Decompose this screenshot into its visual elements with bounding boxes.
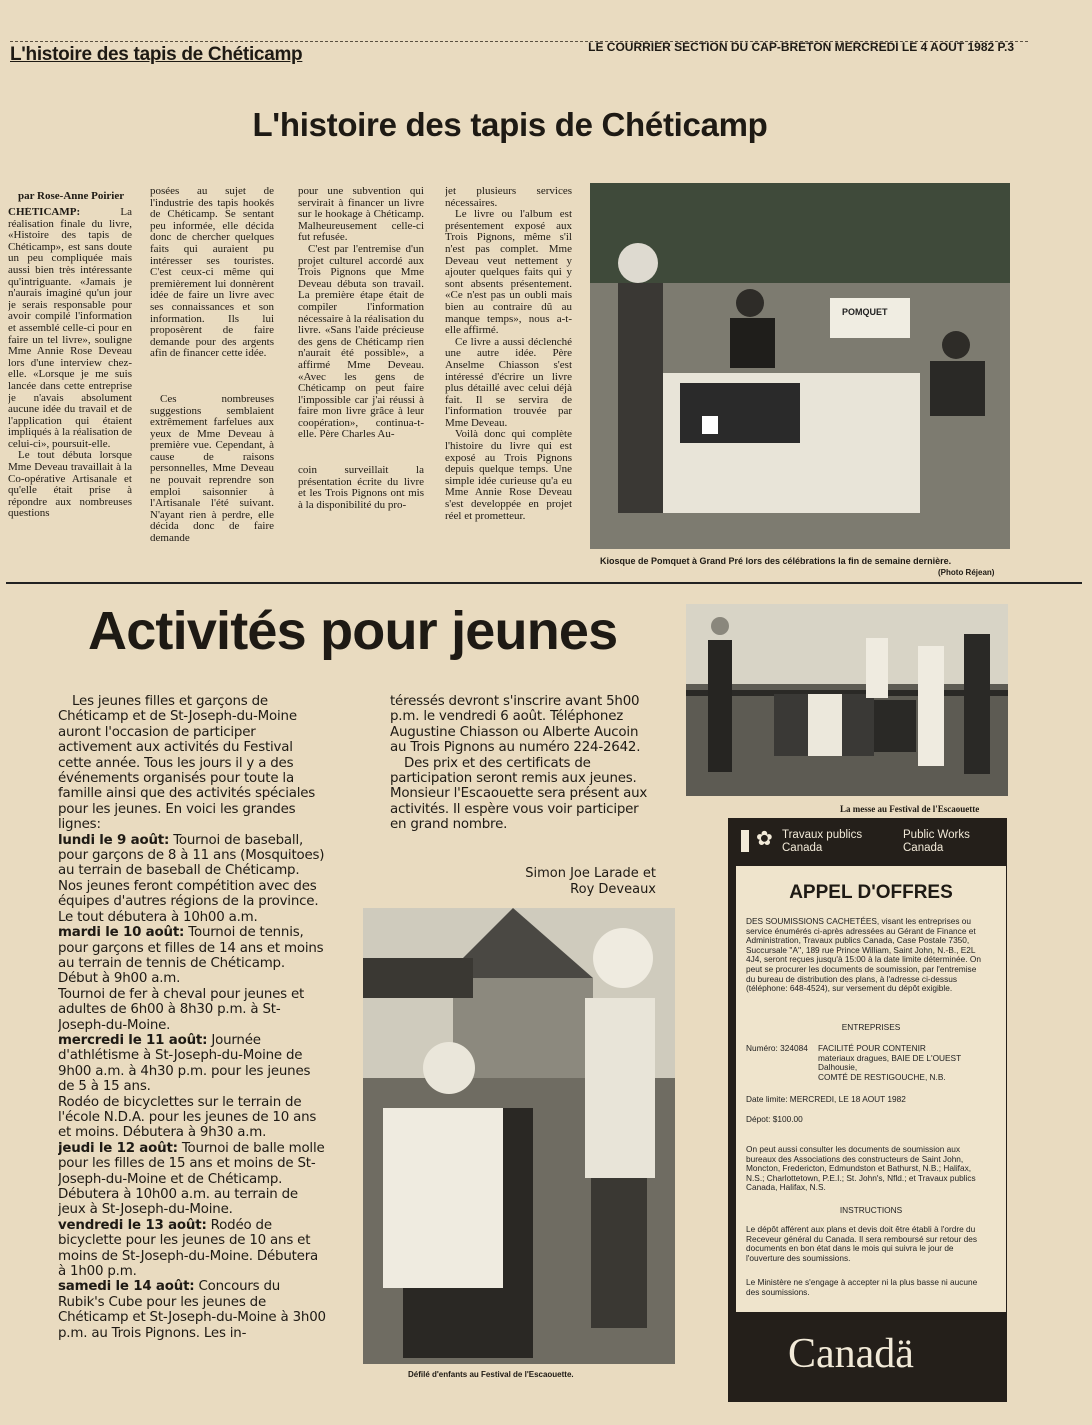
event-item: Tournoi de fer à cheval pour jeunes et adultes de 6h00 à 8h30 p.m. à St-Joseph-du-Moine.: [58, 986, 305, 1033]
event-item: mardi le 10 août: Tournoi de tennis, pour garçons et filles de 14 ans et moins au terrain de tennis de Chéticamp. Début à 9h00 a.m.: [58, 925, 324, 987]
tender-title: APPEL D'OFFRES: [789, 882, 953, 903]
photo-scene: [363, 908, 675, 1364]
section-divider: [6, 582, 1082, 584]
tender-description: FACILITÉ POUR CONTENIR materiaux dragues, BAIE DE L'OUEST Dalhousie, COMTÉ DE RESTIGOUCHE, N.B.: [818, 1043, 962, 1082]
paragraph: jet plusieurs services nécessaires.: [445, 186, 572, 209]
event-item: vendredi le 13 août: Rodéo de bicyclette pour les jeunes de 10 ans et moins de St-Joseph-du-Moine. Débutera à 1h00 p.m.: [58, 1217, 319, 1280]
article2-column-right: [390, 694, 658, 854]
consult-paragraph: On peut aussi consulter les documents de soumission aux bureaux des Associations des constructeurs de Saint John, Moncton, Fredericton, Edmundston et Bathurst, N.B.; Halifax, N.S.; Charlottetown, P.E.I.; St. John's, Nfld.; et Travaux publics Canada, Halifax, N.S.: [746, 1144, 976, 1193]
paragraph: Le tout débuta lorsque Mme Deveau travaillait à la Co-opérative Artisanale et qu'elle était prise à répondre aux nombreuses questions: [8, 449, 132, 520]
article2-column-left: [58, 694, 326, 1368]
paragraph: Ce livre a aussi déclenché une autre idée. Père Anselme Chiasson s'est intéressé d'écrire un livre plus détaillé avec celui déjà fait. Il se servira de l'information trouvée par Mme Deveau.: [445, 335, 572, 429]
article1-column-4: [445, 186, 572, 577]
tender-intro: DES SOUMISSIONS CACHETÉES, visant les entreprises ou service énumérés ci-après adressées au Gérant de Finance et Administration, Travaux publics Canada, Case Postale 7350, Succursale ''A'', 189 rue Prince William, Saint John, N.-B., E2L 4J4, seront reçues jusqu'à 15:00 à la date limite déterminée. On peut se procurer les documents de soumission, par l'entremise du bureau de distribution des plans, à l'adresse ci-dessus (téléphone: 648-4524), sur versement du dépôt exigible.: [746, 916, 981, 994]
photo-pomquet-kiosk: [590, 183, 1010, 549]
flag-bar: [741, 830, 749, 852]
paragraph: pour une subvention qui servirait à financer un livre sur le hookage à Chéticamp. Malheureusement celle-ci fut refusée.: [298, 186, 424, 244]
instruction-paragraph: Le Ministère ne s'engage à accepter ni la plus basse ni aucune des soumissions.: [746, 1277, 978, 1297]
paragraph: posées au sujet de l'industrie des tapis hookés de Chéticamp. Se sentant peu informée, elle décida donc de chercher quelques faits qui auraient pu intéresser ses touristes. C'est ceux-ci même qui premièrement lui donnèrent idée de faire un livre avec ses connaissances et son information. Ils lui proposèrent de faire demande pour des argents afin de financer cette idée.: [150, 186, 274, 360]
closing-date: Date limite: MERCREDI, LE 18 AOUT 1982: [746, 1094, 906, 1104]
paragraph: C'est par l'entremise d'un projet culturel accordé aux Trois Pignons que Mme Deveau débuta son travail. La première étape était de compiler l'information nécessaire à la réalisation du livre. «Sans l'aide précieuse des gens de Chéticamp rien n'aurait été possible», a affirmé Mme Deveau. «Avec les gens de Chéticamp on peut faire l'impossible car j'ai réussi à faire mon livre grâce à leur coopération», continua-t-elle. Père Charles Au-: [298, 242, 424, 441]
paragraph: téressés devront s'inscrire avant 5h00 p.m. le vendredi 6 août. Téléphonez Augustine Chiasson ou Alberte Aucoin au Trois Pignons au numéro 224-2642.: [390, 694, 641, 756]
running-title: L'histoire des tapis de Chéticamp: [10, 44, 303, 65]
photo-credit: (Photo Réjean): [938, 568, 995, 577]
article1-column-1: [8, 207, 132, 577]
photo-caption: Kiosque de Pomquet à Grand Pré lors des célébrations la fin de semaine dernière.: [600, 556, 952, 566]
tender-number: Numéro: 324084: [746, 1043, 808, 1053]
paragraph: Voilà donc qui complète l'histoire du livre qui est exposé au Trois Pignons depuis quelque temps. Une simple idée curieuse qu'a eu Mme Annie Rose Deveau s'est developpée en projet réel et prometteur.: [445, 428, 572, 522]
photo-festival-mass: [686, 604, 1008, 796]
intro-paragraph: Les jeunes filles et garçons de Chéticamp et de St-Joseph-du-Moine auront l'occasion de participer activement aux activités du Festival cette année. Tous les jours il y a des événements organisés pour toute la famille ainsi que des activités spéciales pour les jeunes. En voici les grandes lignes:: [58, 694, 316, 833]
article1-column-2: [150, 186, 274, 577]
section-heading: INSTRUCTIONS: [839, 1205, 903, 1215]
paragraph: La réalisation finale du livre, «Histoire des tapis de Chéticamp», est sans doute un peu compliquée mais aussi bien très intéressante qu'intriguante. «Jamais je n'aurais imaginé qu'un jour je serais responsable pour avoir compilé l'information et assemblé celle-ci pour en faire un tel livre», souligne Mme Annie Rose Deveau lors d'une interview chez-elle. «Lorsque je me suis lancée dans cette entreprise je n'avais absolument aucune idée du travail et de l'application qui étaient impliqués à la réalisation de celui-ci», poursuit-elle.: [8, 207, 132, 450]
dateline: CHÉTICAMP:: [8, 207, 81, 218]
article1-headline: L'histoire des tapis de Chéticamp: [252, 106, 768, 143]
event-item: Rodéo de bicyclettes sur le terrain de l'école N.D.A. pour les jeunes de 10 ans et moins. Débutera à 9h30 a.m.: [58, 1094, 317, 1141]
photo-scene: [590, 183, 1010, 549]
paragraph: Des prix et des certificats de participation seront remis aux jeunes. Monsieur l'Escaouette sera présent aux activités. Il espère vous voir participer en grand nombre.: [390, 755, 648, 833]
paragraph: Ces nombreuses suggestions semblaient extrêmement farfelues aux yeux de Mme Deveau à première vue. Cependant, à cause de raisons personnelles, Mme Deveau ne pouvait reprendre son emploi saisonnier à l'Artisanale l'été suivant. N'ayant rien à perdre, elle décida donc de faire demande: [150, 392, 274, 545]
photo-children-parade: [363, 908, 675, 1364]
department-name-fr: Travaux publics Canada: [782, 829, 863, 854]
photo-caption: La messe au Festival de l'Escaouette: [840, 804, 980, 814]
instruction-paragraph: Le dépôt afférent aux plans et devis doit être établi à l'ordre du Receveur général du Canada. Il sera remboursé sur retour des documents en bon état dans le mois qui suivra le jour de l'ouverture des soumissions.: [746, 1224, 978, 1263]
event-item: samedi le 14 août: Concours du Rubik's Cube pour les jeunes de Chéticamp et St-Joseph-du-Moine à 3h00 p.m. au Trois Pignons. Les in-: [58, 1279, 326, 1341]
folio-line: LE COURRIER SECTION DU CAP-BRETON MERCREDI LE 4 AOUT 1982 P.3: [588, 40, 1014, 54]
canada-wordmark: Canadä: [788, 1331, 914, 1377]
maple-leaf-icon: ✿: [756, 826, 773, 850]
department-name-en: Public Works Canada: [903, 829, 970, 854]
paragraph: coin surveillait la présentation écrite du livre et les Trois Pignons ont mis à la disponibilité du pro-: [298, 464, 424, 511]
event-item: lundi le 9 août: Tournoi de baseball, pour garçons de 8 à 11 ans (Mosquitoes) au terrain de baseball de Chéticamp. Nos jeunes feront compétition avec des équipes d'autres régions de la province. Le tout débutera à 10h00 a.m.: [58, 832, 325, 925]
article2-signature: Simon Joe Larade et Roy Deveaux: [525, 866, 656, 897]
event-item: jeudi le 12 août: Tournoi de balle molle pour les filles de 15 ans et moins de St-Joseph-du-Moine et de Chéticamp. Débutera à 10h00 a.m. au terrain de jeux à St-Joseph-du-Moine.: [58, 1140, 325, 1218]
article1-byline: par Rose-Anne Poirier: [18, 190, 125, 202]
paragraph: Le livre ou l'album est présentement exposé aux Trois Pignons, même s'il n'est pas complet. Mme Deveau veut nettement y ajouter quelques faits qui y sont absents présentement. «Ce n'est pas un oubli mais bien au contraire dû au manque temps», nous a-t-elle affirmé.: [445, 208, 572, 337]
photo-scene: [686, 604, 1008, 796]
section-heading: ENTREPRISES: [841, 1022, 901, 1032]
deposit-amount: Dépot: $100.00: [746, 1114, 803, 1124]
article1-column-3: [298, 186, 424, 577]
article2-headline: Activités pour jeunes: [88, 601, 618, 661]
photo-sign-text: POMQUET: [842, 307, 888, 317]
photo-caption: Défilé d'enfants au Festival de l'Escaouette.: [408, 1370, 574, 1379]
event-item: mercredi le 11 août: Journée d'athlétisme à St-Joseph-du-Moine de 9h00 a.m. à 4h30 p.m. pour les jeunes de 5 à 15 ans.: [58, 1032, 311, 1095]
